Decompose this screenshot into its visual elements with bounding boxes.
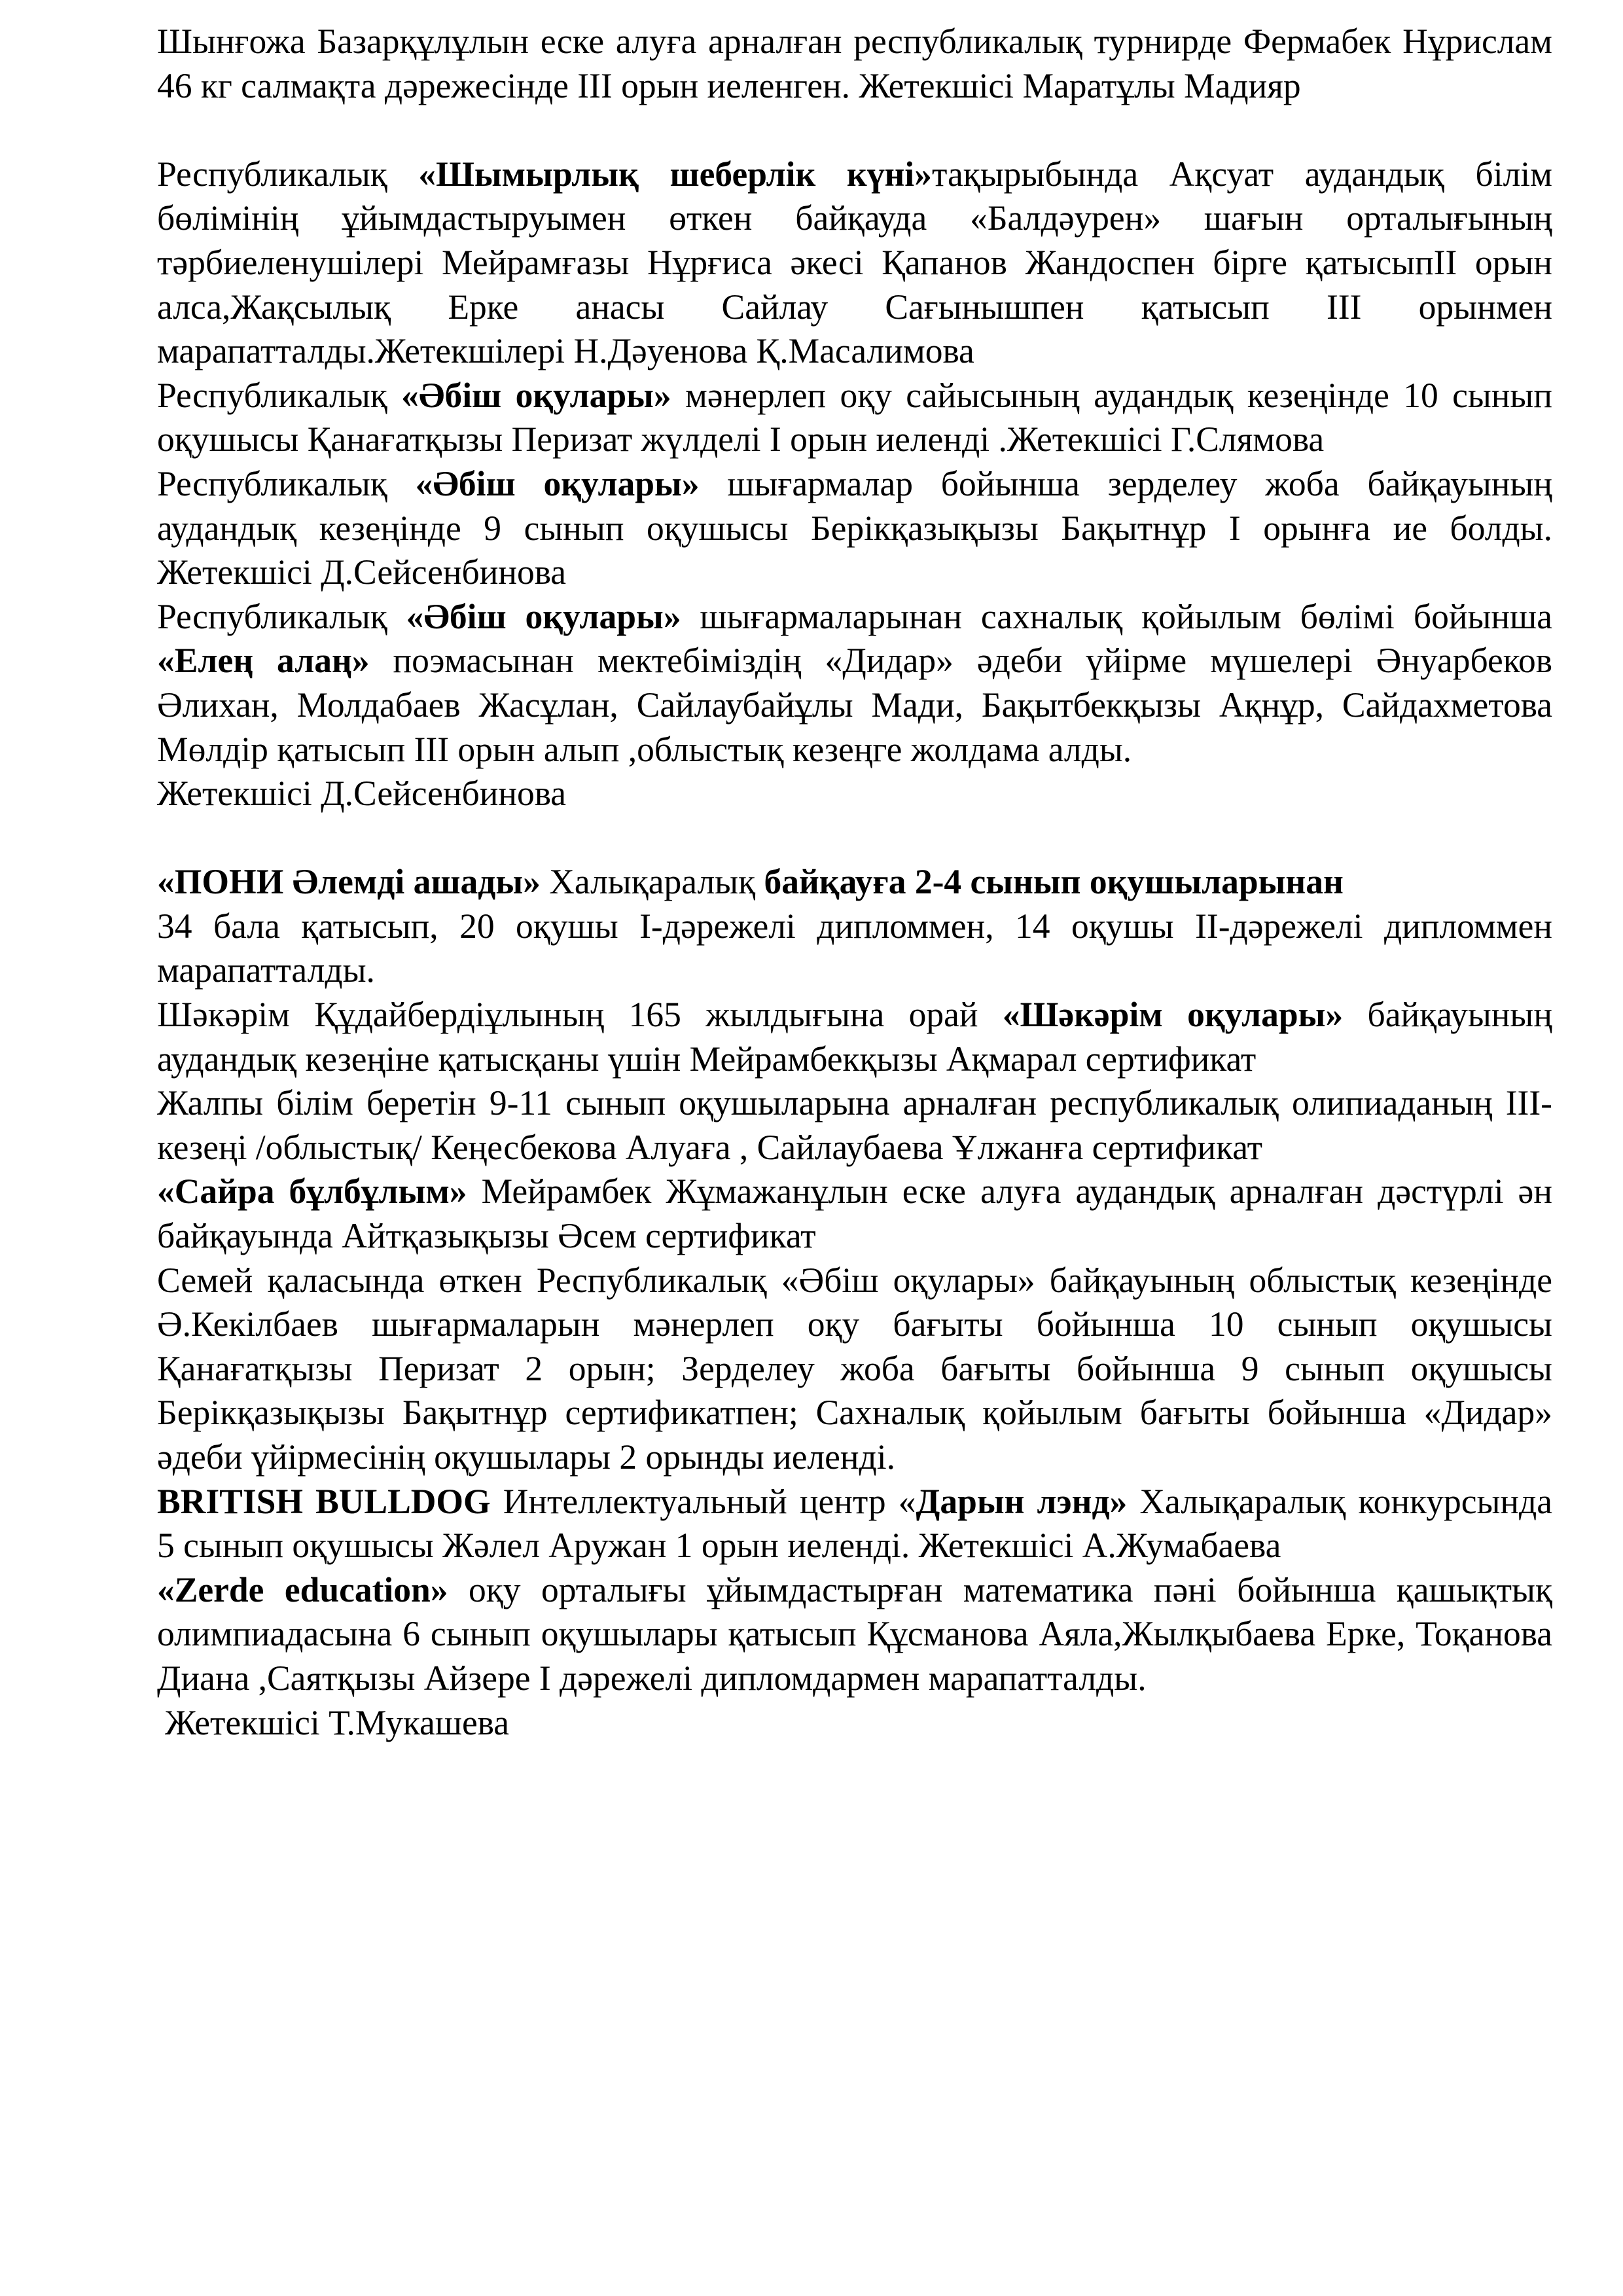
text-run: Жалпы білім беретін 9-11 сынып оқушыларына арналған республикалық олипиаданың ІІІ-кезеңі /облыстық/ Кеңесбекова Алуаға , Сайлаубаева Ұлжанға сертификат	[157, 1083, 1552, 1167]
text-run: шығармалар бойынша зерделеу жоба байқауының аудандық кезеңінде 9 сынып оқушысы Берікқазықызы Бақытнұр І орынға ие болды. Жетекшісі Д.Сейсенбинова	[157, 463, 1552, 592]
bold-text-run: «Шымырлық шеберлік күні»	[418, 154, 932, 194]
bold-text-run: «Елең алаң»	[157, 641, 370, 681]
bold-text-run: «Әбіш оқулары»	[401, 375, 671, 415]
text-run: байқауының аудандық кезеңіне қатысқаны үшін Мейрамбекқызы Ақмарал сертификат	[157, 995, 1552, 1079]
text-run: Жетекшісі Т.Мукашева	[165, 1702, 509, 1742]
text-run: Республикалық	[157, 463, 416, 503]
text-run: Жетекшісі Д.Сейсенбинова	[157, 774, 567, 814]
text-run: Халықаралық	[540, 862, 764, 902]
paragraph	[157, 595, 1552, 772]
text-run: мәнерлеп оқу сайысының аудандық кезеңінде 10 сынып оқушысы Қанағатқызы Перизат жүлделі І орын иеленді .Жетекшісі Г.Слямова	[157, 375, 1552, 459]
text-run: Республикалық	[157, 154, 419, 194]
text-run: Шәкәрім Құдайбердіұлының 165 жылдығына орай	[157, 995, 1003, 1035]
bold-text-run: BRITISH BULLDOG	[157, 1481, 491, 1521]
paragraph	[157, 1568, 1552, 1701]
text-run: Шынғожа Базарқұлұлын еске алуға арналған республикалық турнирде Фермабек Нұрислам 46 кг салмақта дәрежесінде ІІІ орын иеленген. Жетекшісі Маратұлы Мадияр	[157, 22, 1552, 105]
text-run: Республикалық	[157, 596, 406, 636]
text-run: Семей қаласында өткен Республикалық «Әбіш оқулары» байқауының облыстық кезеңінде Ә.Кекілбаев шығармаларын мәнерлеп оқу бағыты бойынша 10 сынып оқушысы Қанағатқызы Перизат 2 орын; Зерделеу жоба бағыты бойынша 9 сынып оқушысы Берікқазықызы Бақытнұр сертификатпен; Сахналық қойылым бағыты бойынша «Дидар» әдеби үйірмесінің оқушылары 2 орынды иеленді.	[157, 1260, 1552, 1477]
text-run: Республикалық	[157, 375, 402, 415]
bold-text-run: «Әбіш оқулары»	[415, 463, 700, 503]
bold-text-run: байқауға 2-4 сынып оқушыларынан	[764, 862, 1344, 902]
text-run: оқу орталығы ұйымдастырған математика пәні бойынша қашықтық олимпиадасына 6 сынып оқушылары қатысып Құсманова Аяла,Жылқыбаева Ерке, Тоқанова Диана ,Саятқызы Айзере І дәрежелі дипломдармен марапатталды.	[157, 1570, 1552, 1698]
bold-text-run: «Шәкәрім оқулары»	[1002, 995, 1344, 1035]
paragraph	[157, 152, 1552, 374]
bold-text-run: «Zerde education»	[157, 1570, 448, 1609]
paragraph	[157, 993, 1552, 1081]
paragraph	[157, 1701, 1552, 1746]
document-page	[157, 20, 1552, 1745]
paragraph	[157, 860, 1552, 905]
paragraph	[157, 1259, 1552, 1480]
paragraph	[157, 374, 1552, 462]
paragraph	[157, 772, 1552, 816]
paragraph-spacer	[157, 108, 1552, 152]
text-run: шығармаларынан сахналық қойылым бөлімі бойынша	[681, 596, 1552, 636]
bold-text-run: «Сайра бұлбұлым»	[157, 1172, 467, 1211]
text-run: тақырыбында Ақсуат аудандық білім бөлімінің ұйымдастыруымен өткен байқауда «Балдәурен» шағын орталығының тәрбиеленушілері Мейрамғазы Нұрғиса әкесі Қапанов Жандоспен бірге қатысыпІІ орын алса,Жақсылық Ерке анасы Сайлау Сағынышпен қатысып ІІІ орынмен марапатталды.Жетекшілері Н.Дәуенова Қ.Масалимова	[157, 154, 1552, 371]
text-run: Мейрамбек Жұмажанұлын еске алуға аудандық арналған дәстүрлі ән байқауында Айтқазықызы Әсем сертификат	[157, 1172, 1552, 1256]
paragraph	[157, 462, 1552, 595]
text-run: Халықаралық конкурсында 5 сынып оқушысы Жәлел Аружан 1 орын иеленді. Жетекшісі А.Жумабаева	[157, 1481, 1553, 1566]
paragraph	[157, 1081, 1552, 1170]
bold-text-run: «ПОНИ Әлемді ашады»	[157, 862, 541, 902]
text-run: поэмасынан мектебіміздің «Дидар» әдеби үйірме мүшелері Әнуарбеков Әлихан, Молдабаев Жасұлан, Сайлаубайұлы Мади, Бақытбекқызы Ақнұр, Сайдахметова Мөлдір қатысып ІІІ орын алып ,облыстық кезеңге жолдама алды.	[157, 641, 1552, 769]
text-run: Интеллектуальный центр «	[490, 1481, 916, 1521]
paragraph	[157, 20, 1552, 108]
text-run: 34 бала қатысып, 20 оқушы І-дәрежелі дипломмен, 14 оқушы ІІ-дәрежелі дипломмен марапатталды.	[157, 906, 1552, 990]
bold-text-run: Дарын лэнд»	[916, 1481, 1128, 1521]
paragraph	[157, 1170, 1552, 1258]
bold-text-run: «Әбіш оқулары»	[406, 596, 681, 636]
paragraph	[157, 1480, 1552, 1568]
paragraph-spacer	[157, 816, 1552, 861]
paragraph	[157, 905, 1552, 993]
